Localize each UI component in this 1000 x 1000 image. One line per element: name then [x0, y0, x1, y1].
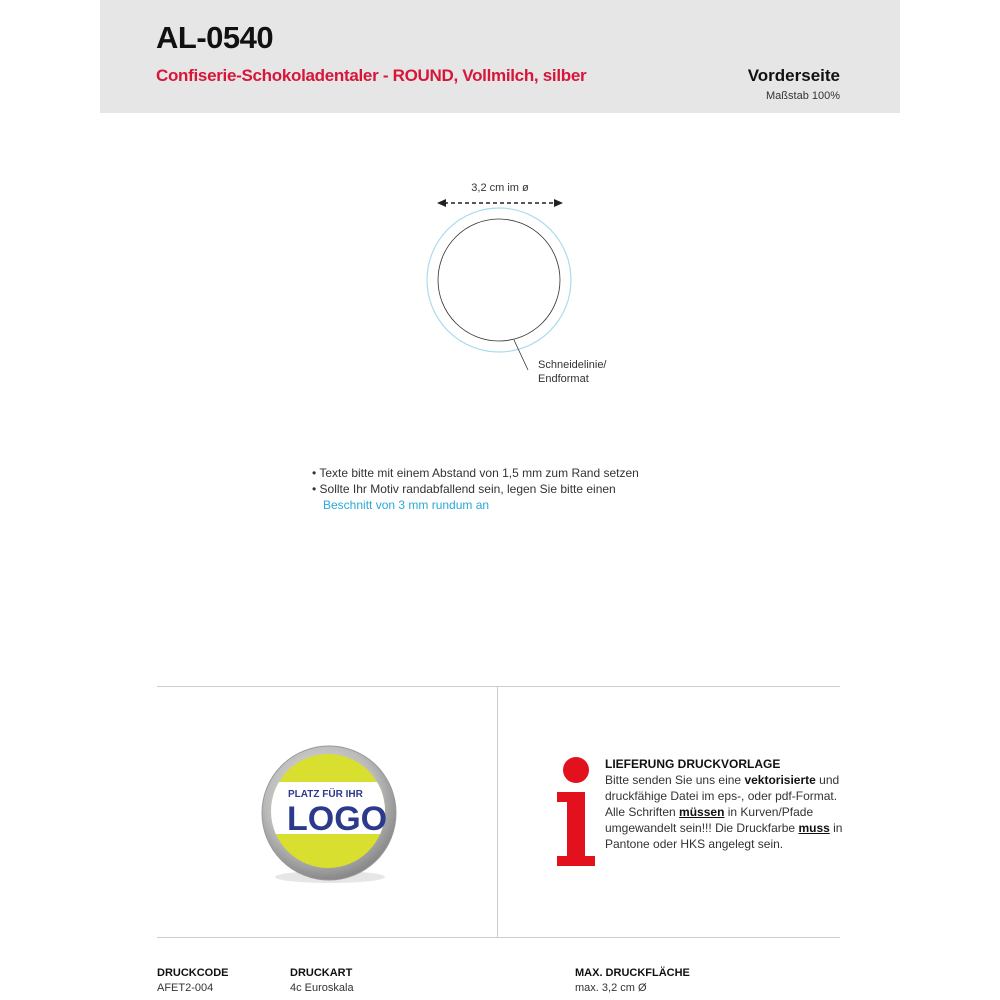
article-code: AL-0540 [156, 20, 274, 55]
dimension-arrow-icon [437, 199, 563, 207]
druckart-value: 4c Euroskala [290, 982, 354, 994]
product-title: Confiserie-Schokoladentaler - ROUND, Vollmilch, silber [156, 66, 587, 85]
product-image [255, 745, 405, 890]
druckcode-label: DRUCKCODE [157, 967, 229, 979]
cut-pointer [514, 340, 528, 370]
druckcode-value: AFET2-004 [157, 982, 214, 994]
note-bleed-highlight: Beschnitt von 3 mm rundum an [323, 498, 490, 512]
druckflaeche-value: max. 3,2 cm Ø [575, 982, 647, 994]
druckart-label: DRUCKART [290, 967, 353, 979]
info-text: Bitte senden Sie uns eine vektorisierte und druckfähige Datei im eps-, oder pdf-Format. Alle Schriften müssen in Kurven/Pfade umgewandelt sein!!! Die Druckfarbe muss in Pantone oder HKS angelegt sein. [605, 773, 843, 851]
druckflaeche-label: MAX. DRUCKFLÄCHE [575, 967, 690, 979]
info-title: LIEFERUNG DRUCKVORLAGE [605, 757, 781, 771]
dimension-label: 3,2 cm im ø [471, 182, 529, 194]
note-bullet-2: • Sollte Ihr Motiv randabfallend sein, legen Sie bitte einen [312, 482, 616, 496]
note-bullet-1: • Texte bitte mit einem Abstand von 1,5 mm zum Rand setzen [312, 466, 639, 480]
divider-bottom [157, 937, 840, 938]
cut-line-label [538, 358, 607, 386]
logo-big-text: LOGO [287, 800, 388, 838]
cut-circle [438, 219, 560, 341]
cut-line-label-1: Schneidelinie/ [538, 359, 607, 371]
logo-small-text: PLATZ FÜR IHR [288, 789, 363, 800]
side-label: Vorderseite [747, 66, 840, 85]
scale-label: Maßstab 100% [766, 90, 840, 102]
divider-vertical [497, 686, 498, 937]
cut-line-label-2: Endformat [538, 373, 589, 385]
info-icon [555, 756, 597, 868]
bleed-circle [427, 208, 571, 352]
notes-list [312, 465, 639, 513]
divider-top [157, 686, 840, 687]
